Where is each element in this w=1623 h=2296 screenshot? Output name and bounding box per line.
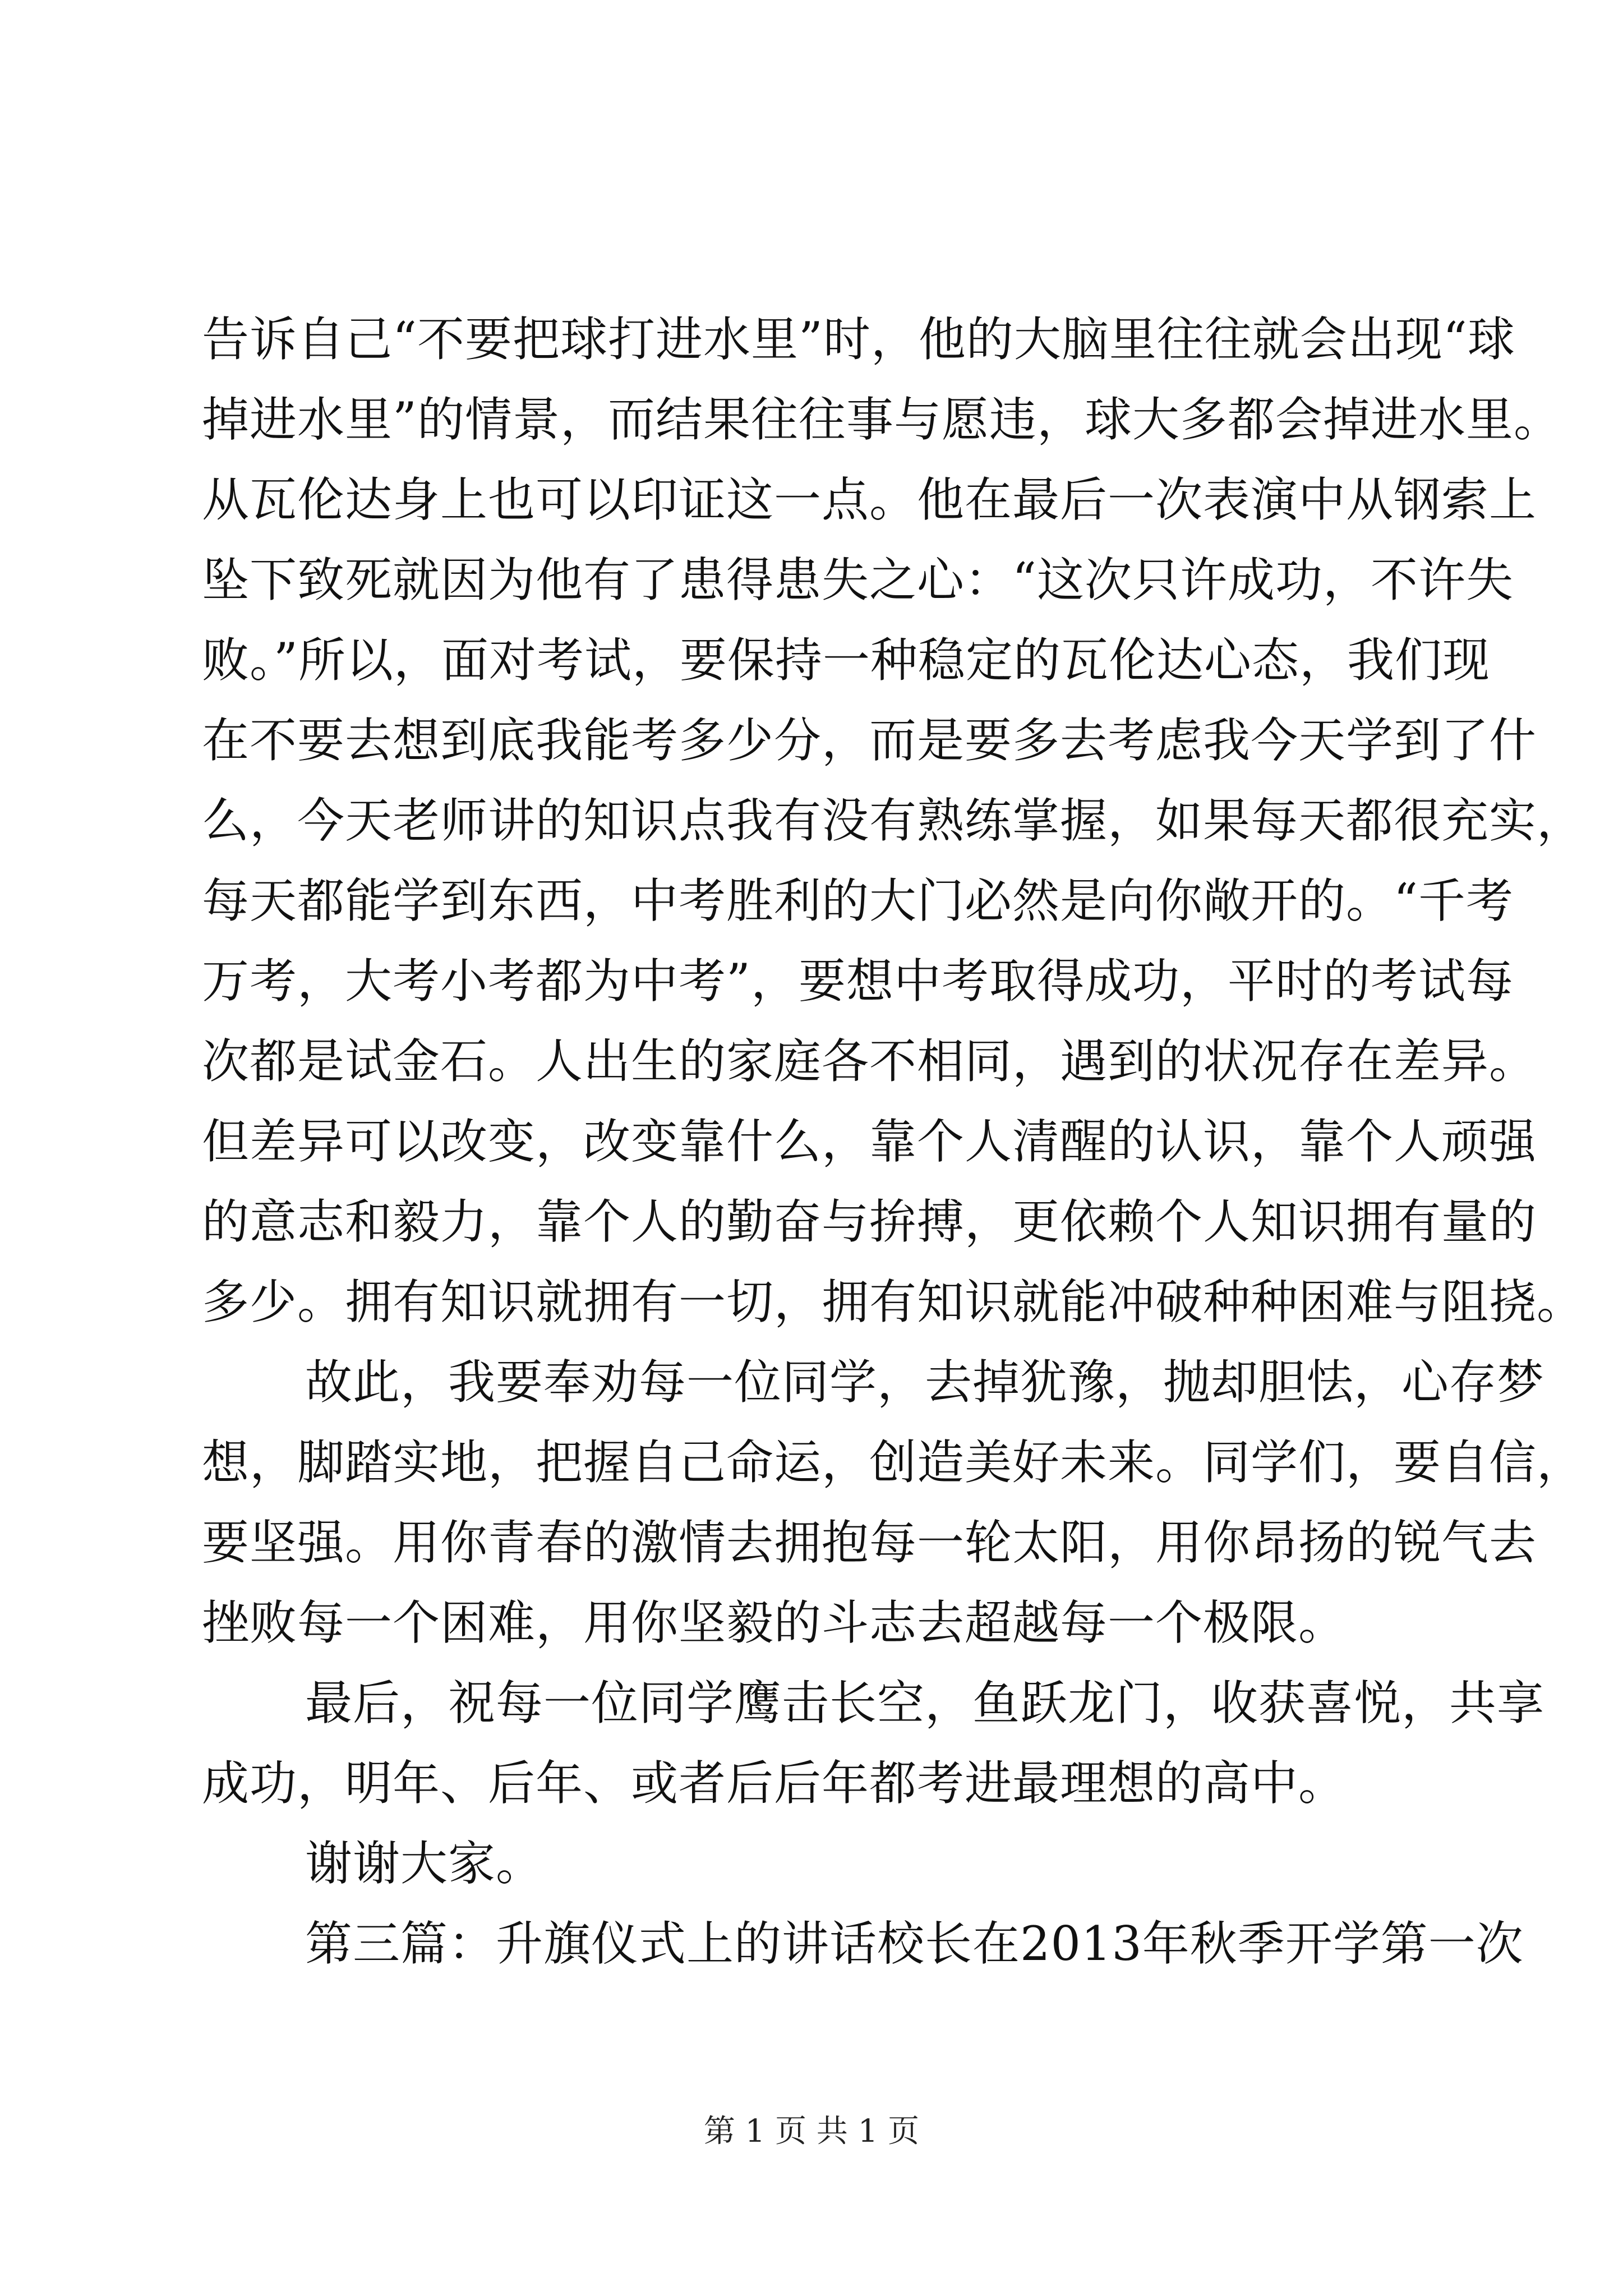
text-line: 告诉自己“不要把球打进水里”时，他的大脑里往往就会出现“球	[202, 312, 1515, 367]
text-line: 的意志和毅力，靠个人的勤奋与拚搏，更依赖个人知识拥有量的	[202, 1194, 1537, 1249]
text-line: 次都是试金石。人出生的家庭各不相同，遇到的状况存在差异。	[202, 1034, 1537, 1089]
text-line: 坠下致死就因为他有了患得患失之心：“这次只许成功，不许失	[202, 553, 1514, 608]
text-line: 多少。拥有知识就拥有一切，拥有知识就能冲破种种困难与阻挠。	[202, 1274, 1585, 1329]
text-line: 成功，明年、后年、或者后后年都考进最理想的高中。	[202, 1756, 1347, 1811]
paragraph-first-line: 故此，我要奉劝每一位同学，去掉犹豫，抛却胆怯，心存梦	[305, 1355, 1545, 1410]
text-line: 想，脚踏实地，把握自己命运，创造美好未来。同学们，要自信，	[202, 1435, 1585, 1490]
text-line: 万考，大考小考都为中考”，要想中考取得成功，平时的考试每	[202, 954, 1514, 1009]
text-line: 挫败每一个困难，用你坚毅的斗志去超越每一个极限。	[202, 1595, 1347, 1650]
text-line: 每天都能学到东西，中考胜利的大门必然是向你敞开的。“千考	[202, 873, 1514, 928]
text-line: 败。”所以，面对考试，要保持一种稳定的瓦伦达心态，我们现	[202, 633, 1490, 688]
section-heading-line: 第三篇：升旗仪式上的讲话校长在2013年秋季开学第一次	[305, 1916, 1524, 1971]
paragraph-first-line: 最后，祝每一位同学鹰击长空，鱼跃龙门，收获喜悦，共享	[305, 1676, 1545, 1731]
text-line: 么，今天老师讲的知识点我有没有熟练掌握，如果每天都很充实，	[202, 793, 1585, 848]
closing-line: 谢谢大家。	[305, 1836, 544, 1891]
text-line: 要坚强。用你青春的激情去拥抱每一轮太阳，用你昂扬的锐气去	[202, 1515, 1537, 1570]
text-line: 在不要去想到底我能考多少分，而是要多去考虑我今天学到了什	[202, 713, 1537, 768]
text-line: 但差异可以改变，改变靠什么，靠个人清醒的认识，靠个人顽强	[202, 1114, 1537, 1169]
page-number-footer: 第 1 页 共 1 页	[703, 2113, 920, 2150]
text-line: 从瓦伦达身上也可以印证这一点。他在最后一次表演中从钢索上	[202, 472, 1537, 527]
text-line: 掉进水里”的情景，而结果往往事与愿违，球大多都会掉进水里。	[202, 392, 1561, 447]
